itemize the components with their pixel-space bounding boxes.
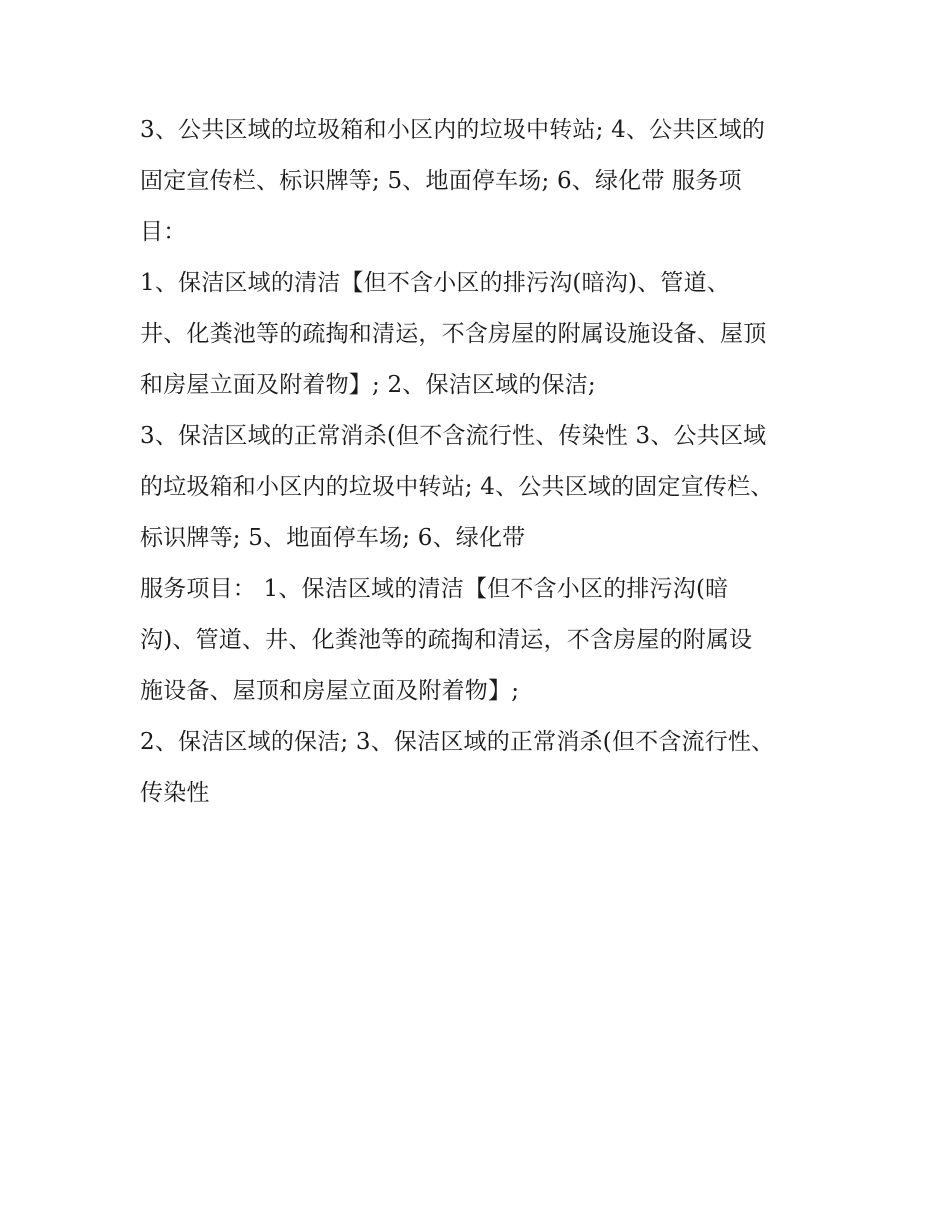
- text-line-6: 和房屋立面及附着物】; 2、保洁区域的保洁;: [140, 372, 596, 398]
- text-line-13: 2、保洁区域的保洁; 3、保洁区域的正常消杀(但不含流行性、: [140, 729, 775, 755]
- text-line-3: 目：: [140, 219, 187, 245]
- text-line-4: 1、保洁区域的清洁【但不含小区的排污沟(暗沟)、管道、: [140, 270, 730, 296]
- text-line-10: 服务项目： 1、保洁区域的清洁【但不含小区的排污沟(暗: [140, 576, 729, 602]
- text-line-5: 井、化粪池等的疏掏和清运，不含房屋的附属设施设备、屋顶: [140, 321, 767, 347]
- text-line-14: 传染性: [140, 780, 210, 806]
- text-line-12: 施设备、屋顶和房屋立面及附着物】;: [140, 678, 520, 704]
- text-line-9: 标识牌等; 5、地面停车场; 6、绿化带: [140, 525, 526, 551]
- text-line-1: 3、公共区域的垃圾箱和小区内的垃圾中转站; 4、公共区域的: [140, 117, 766, 143]
- text-line-11: 沟)、管道、井、化粪池等的疏掏和清运，不含房屋的附属设: [140, 627, 753, 653]
- text-line-8: 的垃圾箱和小区内的垃圾中转站; 4、公共区域的固定宣传栏、: [140, 474, 774, 500]
- document-body: [140, 108, 830, 822]
- text-line-2: 固定宣传栏、标识牌等; 5、地面停车场; 6、绿化带 服务项: [140, 168, 742, 194]
- text-line-7: 3、保洁区域的正常消杀(但不含流行性、传染性 3、公共区域: [140, 423, 767, 449]
